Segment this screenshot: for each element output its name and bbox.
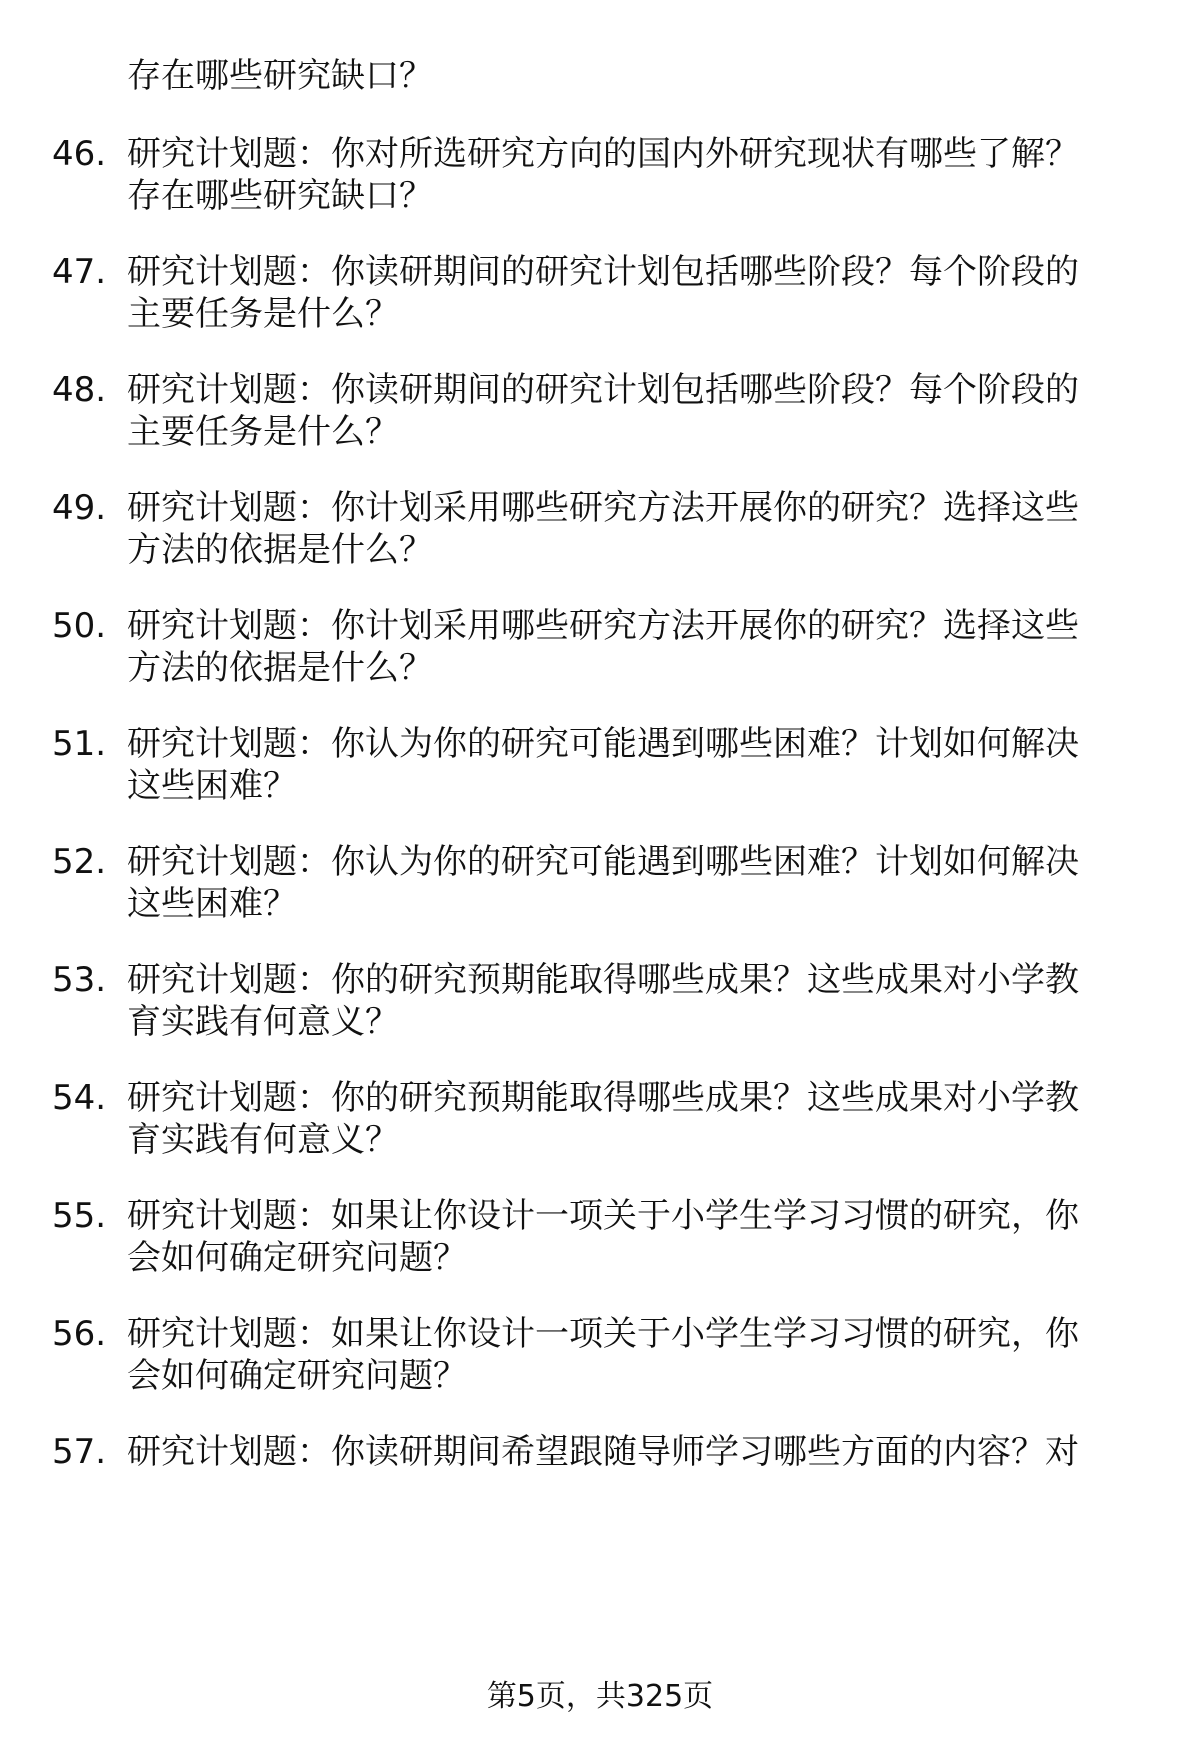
item-text-line: 研究计划题：如果让你设计一项关于小学生学习习惯的研究，你 xyxy=(127,1196,1079,1236)
item-number: 57. xyxy=(52,1432,107,1472)
item-text-line: 方法的依据是什么？ xyxy=(127,648,433,688)
item-text-line: 研究计划题：你的研究预期能取得哪些成果？这些成果对小学教 xyxy=(127,1078,1079,1118)
item-text-line: 会如何确定研究问题？ xyxy=(127,1356,467,1396)
item-text-line: 这些困难？ xyxy=(127,884,297,924)
item-number: 47. xyxy=(52,252,107,292)
item-number: 50. xyxy=(52,606,107,646)
item-text-line: 研究计划题：你读研期间的研究计划包括哪些阶段？每个阶段的 xyxy=(127,370,1079,410)
item-text-line: 研究计划题：你读研期间的研究计划包括哪些阶段？每个阶段的 xyxy=(127,252,1079,292)
item-number: 46. xyxy=(52,134,107,174)
continuation-line: 存在哪些研究缺口？ xyxy=(127,56,433,96)
item-text-line: 研究计划题：你对所选研究方向的国内外研究现状有哪些了解？ xyxy=(127,134,1079,174)
item-text-line: 会如何确定研究问题？ xyxy=(127,1238,467,1278)
item-number: 51. xyxy=(52,724,107,764)
item-number: 53. xyxy=(52,960,107,1000)
item-text-line: 育实践有何意义？ xyxy=(127,1120,399,1160)
item-text-line: 主要任务是什么？ xyxy=(127,412,399,452)
item-number: 56. xyxy=(52,1314,107,1354)
item-number: 54. xyxy=(52,1078,107,1118)
item-text-line: 研究计划题：你计划采用哪些研究方法开展你的研究？选择这些 xyxy=(127,606,1079,646)
item-text-line: 研究计划题：你认为你的研究可能遇到哪些困难？计划如何解决 xyxy=(127,724,1079,764)
item-text-line: 这些困难？ xyxy=(127,766,297,806)
item-text-line: 研究计划题：你认为你的研究可能遇到哪些困难？计划如何解决 xyxy=(127,842,1079,882)
item-text-line: 研究计划题：你的研究预期能取得哪些成果？这些成果对小学教 xyxy=(127,960,1079,1000)
item-text-line: 育实践有何意义？ xyxy=(127,1002,399,1042)
item-text-line: 研究计划题：你读研期间希望跟随导师学习哪些方面的内容？对 xyxy=(127,1432,1079,1472)
item-number: 49. xyxy=(52,488,107,528)
item-number: 55. xyxy=(52,1196,107,1236)
item-text-line: 方法的依据是什么？ xyxy=(127,530,433,570)
item-text-line: 存在哪些研究缺口？ xyxy=(127,176,433,216)
item-number: 52. xyxy=(52,842,107,882)
item-text-line: 研究计划题：你计划采用哪些研究方法开展你的研究？选择这些 xyxy=(127,488,1079,528)
page-number-footer: 第5页，共325页 xyxy=(486,1679,714,1714)
item-text-line: 研究计划题：如果让你设计一项关于小学生学习习惯的研究，你 xyxy=(127,1314,1079,1354)
item-number: 48. xyxy=(52,370,107,410)
item-text-line: 主要任务是什么？ xyxy=(127,294,399,334)
